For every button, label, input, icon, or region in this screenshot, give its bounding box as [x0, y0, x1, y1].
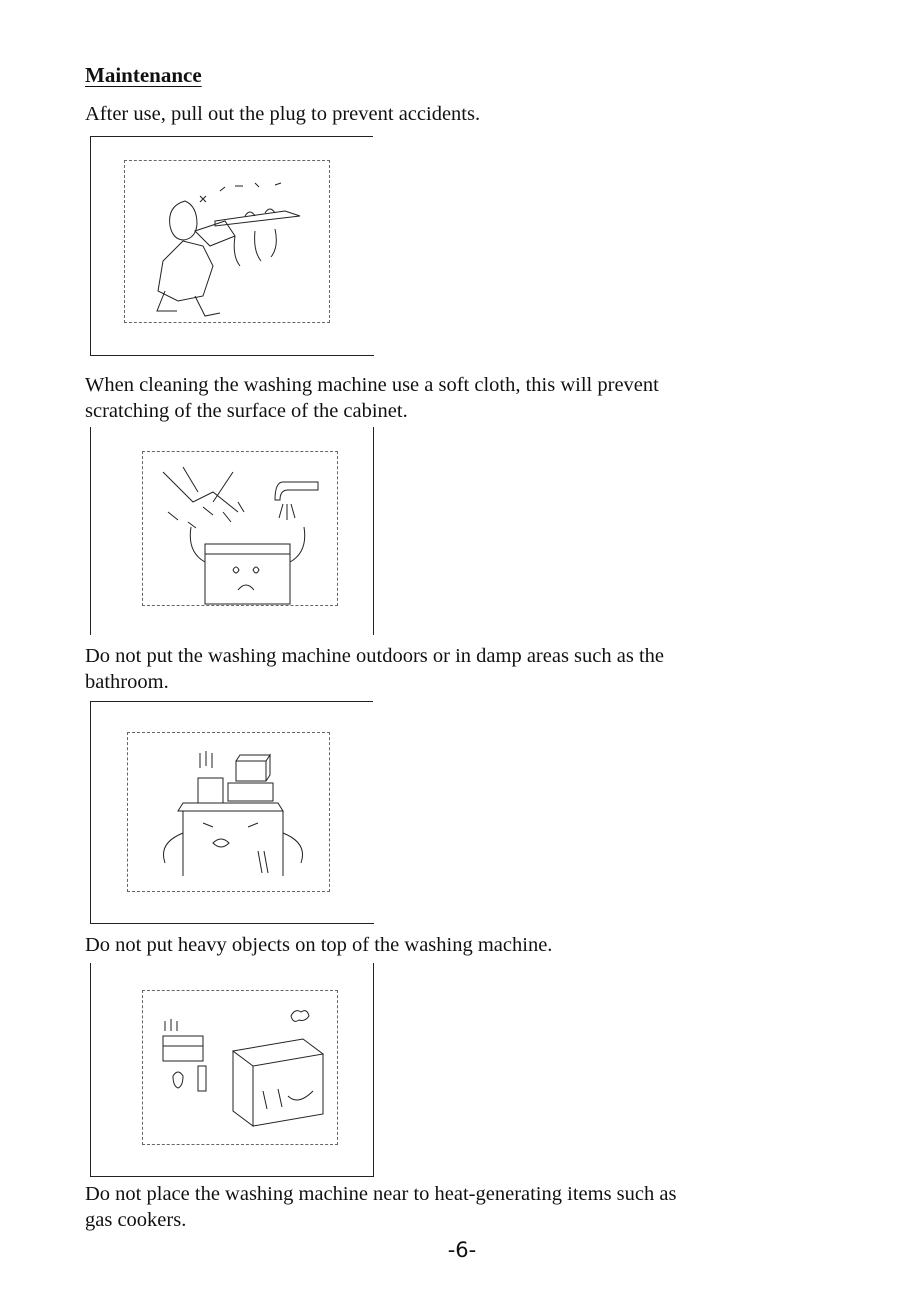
instruction-no-heavy-objects: Do not put heavy objects on top of the washing machine.	[85, 934, 553, 956]
page-number: -6-	[447, 1238, 477, 1262]
instruction-no-heat-line2: gas cookers.	[85, 1209, 187, 1231]
illustration-frame-wiping	[90, 136, 374, 356]
illustration-frame-gas-cooker	[90, 963, 374, 1177]
instruction-soft-cloth-line1: When cleaning the washing machine use a soft cloth, this will prevent	[85, 374, 659, 396]
illustration-heavy-objects	[127, 732, 330, 892]
illustration-frame-outdoors	[90, 427, 374, 635]
instruction-no-heat-line1: Do not place the washing machine near to heat-generating items such as	[85, 1183, 677, 1205]
illustration-frame-heavy-objects	[90, 701, 374, 924]
instruction-unplug: After use, pull out the plug to prevent accidents.	[85, 103, 481, 125]
instruction-no-outdoors-line2: bathroom.	[85, 671, 169, 693]
instruction-no-outdoors-line1: Do not put the washing machine outdoors or in damp areas such as the	[85, 645, 664, 667]
instruction-soft-cloth-line2: scratching of the surface of the cabinet.	[85, 400, 408, 422]
illustration-wiping	[124, 160, 330, 323]
illustration-gas-cooker	[142, 990, 338, 1145]
illustration-outdoors	[142, 451, 338, 606]
section-heading: Maintenance	[85, 63, 202, 87]
